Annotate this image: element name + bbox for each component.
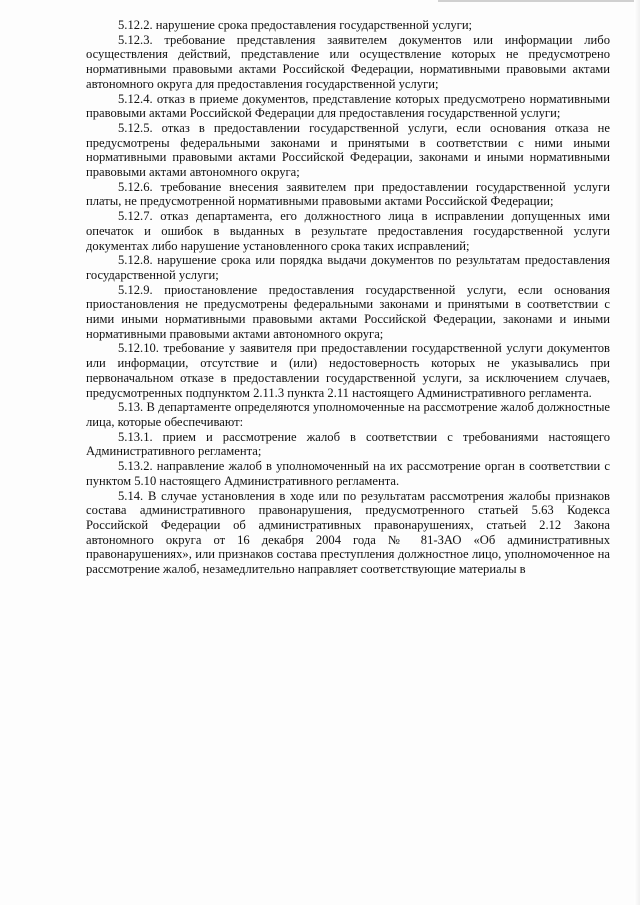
scan-edge-mark bbox=[438, 0, 638, 2]
paragraph-5-13: 5.13. В департаменте определяются уполномоченные на рассмотрение жалоб должностные лица, которые обеспечивают: bbox=[86, 400, 610, 429]
paragraph-5-12-3: 5.12.3. требование представления заявителем документов или информации либо осуществления действий, представление или осуществление которых не предусмотрено нормативными правовыми актами Российской Федерации, нормативными правовыми актами автономного округа для предоставления государственной услуги; bbox=[86, 32, 610, 91]
paragraph-5-12-2: 5.12.2. нарушение срока предоставления государственной услуги; bbox=[118, 18, 473, 32]
paragraph-5-12-5: 5.12.5. отказ в предоставлении государственной услуги, если основания отказа не предусмотрены федеральными законами и принятыми в соответствии с ними иными нормативными правовыми актами Российской Федерации, законами и иными нормативными правовыми актами автономного округа; bbox=[86, 120, 610, 180]
paragraph-5-13-2: 5.13.2. направление жалоб в уполномоченный на их рассмотрение орган в соответствии с пунктом 5.10 настоящего Административного регламента. bbox=[86, 459, 610, 488]
paragraph-5-12-8: 5.12.8. нарушение срока или порядка выдачи документов по результатам предоставления государственной услуги; bbox=[86, 253, 610, 282]
paragraph-5-12-9: 5.12.9. приостановление предоставления государственной услуги, если основания приостановления не предусмотрены федеральными законами и принятыми в соответствии с ними иными нормативными правовыми актами Российской Федерации, законами и иными нормативными правовыми актами автономного округа; bbox=[86, 282, 610, 341]
document-body bbox=[86, 18, 610, 577]
paragraph-5-12-6: 5.12.6. требование внесения заявителем при предоставлении государственной услуги платы, не предусмотренной нормативными правовыми актами Российской Федерации; bbox=[86, 179, 610, 209]
paragraph-5-13-1: 5.13.1. прием и рассмотрение жалоб в соответствии с требованиями настоящего Административного регламента; bbox=[86, 429, 610, 459]
paragraph-5-12-10: 5.12.10. требование у заявителя при предоставлении государственной услуги документов или информации, отсутствие и (или) недостоверность которых не указывались при первоначальном отказе в предоставлении государственной услуги, за исключением случаев, предусмотренных подпунктом 2.11.3 пункта 2.11 настоящего Административного регламента. bbox=[86, 341, 610, 400]
scan-shadow bbox=[634, 0, 640, 905]
paragraph-5-12-7: 5.12.7. отказ департамента, его должностного лица в исправлении допущенных ими опечаток и ошибок в выданных в результате предоставления государственной услуги документах либо нарушение установленного срока таких исправлений; bbox=[86, 209, 610, 253]
paragraph-5-14: 5.14. В случае установления в ходе или по результатам рассмотрения жалобы признаков состава административного правонарушения, предусмотренного статьей 5.63 Кодекса Российской Федерации об административных правонарушениях, статьей 2.12 Закона автономного округа от 16 декабря 2004 года № 81-ЗАО «Об административных правонарушениях», или признаков состава преступления должностное лицо, уполномоченное на рассмотрение жалоб, незамедлительно направляет соответствующие материалы в bbox=[86, 488, 610, 577]
paragraph-5-12-4: 5.12.4. отказ в приеме документов, представление которых предусмотрено нормативными правовыми актами Российской Федерации для предоставления государственной услуги; bbox=[86, 91, 610, 121]
